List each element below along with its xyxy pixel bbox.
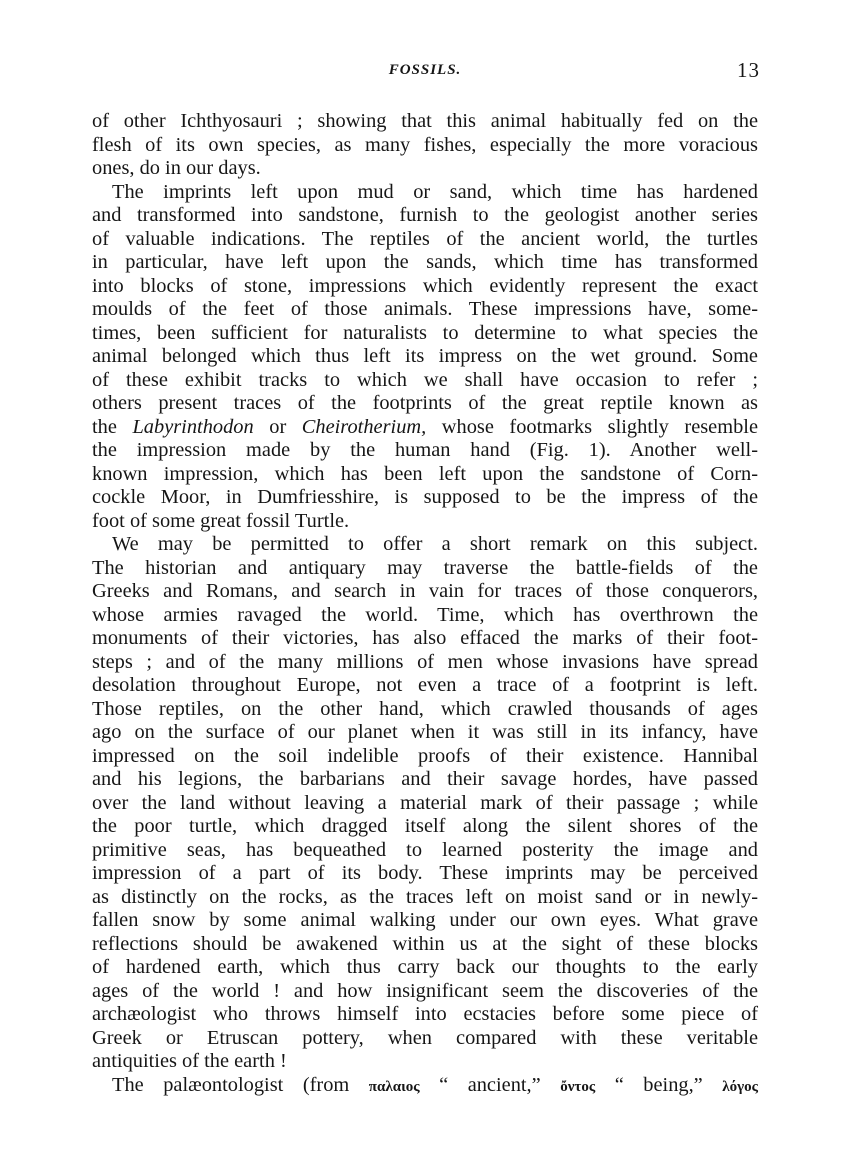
text-line: times, been sufficient for naturalists to determine to what species the bbox=[92, 321, 758, 344]
text-line: flesh of its own species, as many fishes, especially the more voracious bbox=[92, 133, 758, 156]
greek-word: ὄντος bbox=[560, 1078, 596, 1095]
text-line: antiquities of the earth ! bbox=[92, 1050, 287, 1072]
text-line: ago on the surface of our planet when it was still in its infancy, have bbox=[92, 721, 758, 743]
text-line: Those reptiles, on the other hand, which crawled thousands of ages bbox=[92, 697, 758, 720]
text-line: The imprints left upon mud or sand, which time has hardened bbox=[112, 180, 758, 203]
text-line: of these exhibit tracks to which we shall have occasion to refer ; bbox=[92, 368, 758, 391]
text-fragment: or bbox=[253, 415, 302, 438]
text-line: of valuable indications. The reptiles of the ancient world, the turtles bbox=[92, 227, 758, 250]
text-line: cockle Moor, in Dumfriesshire, is supposed to be the impress of the bbox=[92, 486, 758, 508]
text-line: fallen snow by some animal walking under our own eyes. What grave bbox=[92, 909, 758, 931]
text-line: primitive seas, has bequeathed to learned posterity the image and bbox=[92, 838, 758, 861]
running-head bbox=[92, 58, 758, 88]
text-line: ones, do in our days. bbox=[92, 157, 261, 179]
text-line: others present traces of the footprints of the great reptile known as bbox=[92, 392, 758, 414]
text-line: the impression made by the human hand (Fig. 1). Another well- bbox=[92, 439, 758, 461]
text-line: as distinctly on the rocks, as the traces left on moist sand or in newly- bbox=[92, 885, 758, 908]
text-line: reflections should be awakened within us at the sight of these blocks bbox=[92, 932, 758, 955]
text-line: moulds of the feet of those animals. These impressions have, some- bbox=[92, 298, 758, 320]
text-line: whose armies ravaged the world. Time, which has overthrown the bbox=[92, 603, 758, 626]
text-line: Greek or Etruscan pottery, when compared with these veritable bbox=[92, 1026, 758, 1049]
text-line: and his legions, the barbarians and their savage hordes, have passed bbox=[92, 768, 758, 790]
text-line: of hardened earth, which thus carry back our thoughts to the early bbox=[92, 956, 758, 978]
text-line: steps ; and of the many millions of men whose invasions have spread bbox=[92, 650, 758, 673]
text-line: in particular, have left upon the sands, which time has transformed bbox=[92, 251, 758, 273]
text-line: Greeks and Romans, and search in vain for traces of those conquerors, bbox=[92, 580, 758, 602]
text-line: animal belonged which thus left its impress on the wet ground. Some bbox=[92, 345, 758, 367]
text-fragment: The palæontologist (from bbox=[112, 1073, 369, 1096]
text-line: desolation throughout Europe, not even a trace of a footprint is left. bbox=[92, 674, 758, 696]
text-line: foot of some great fossil Turtle. bbox=[92, 509, 350, 532]
running-title: FOSSILS. bbox=[388, 62, 462, 78]
page-number: 13 bbox=[737, 58, 760, 82]
text-line-with-greek bbox=[92, 1074, 758, 1098]
text-line: We may be permitted to offer a short remark on this subject. bbox=[112, 533, 758, 555]
italic-term-cheirotherium: Cheirotherium, bbox=[301, 415, 427, 438]
text-line: known impression, which has been left upon the sandstone of Corn- bbox=[92, 462, 758, 485]
text-fragment: “ being,” bbox=[595, 1073, 723, 1096]
text-line: of other Ichthyosauri ; showing that this animal habitually fed on the bbox=[92, 110, 758, 132]
text-line: and transformed into sandstone, furnish to the geologist another series bbox=[92, 204, 758, 226]
greek-word: λόγος bbox=[722, 1078, 758, 1095]
text-line-with-italics bbox=[92, 416, 758, 440]
text-fragment: “ ancient,” bbox=[419, 1073, 561, 1096]
text-fragment: the bbox=[92, 415, 133, 438]
text-line: The historian and antiquary may traverse the battle-fields of the bbox=[92, 556, 758, 579]
text-fragment: whose footmarks slightly resemble bbox=[426, 415, 758, 438]
book-page bbox=[92, 58, 758, 1097]
text-line: impression of a part of its body. These imprints may be perceived bbox=[92, 862, 758, 884]
text-line: impressed on the soil indelible proofs of their existence. Hannibal bbox=[92, 744, 758, 767]
text-line: ages of the world ! and how insignificant seem the discoveries of the bbox=[92, 979, 758, 1002]
text-line: archæologist who throws himself into ecstacies before some piece of bbox=[92, 1003, 758, 1025]
text-line: monuments of their victories, has also effaced the marks of their foot- bbox=[92, 627, 758, 649]
text-line: into blocks of stone, impressions which evidently represent the exact bbox=[92, 274, 758, 297]
greek-word: παλαιος bbox=[368, 1078, 420, 1095]
text-line: the poor turtle, which dragged itself along the silent shores of the bbox=[92, 815, 758, 837]
text-line: over the land without leaving a material mark of their passage ; while bbox=[92, 791, 758, 814]
body-text bbox=[92, 110, 758, 1097]
italic-term-labyrinthodon: Labyrinthodon bbox=[132, 415, 254, 438]
